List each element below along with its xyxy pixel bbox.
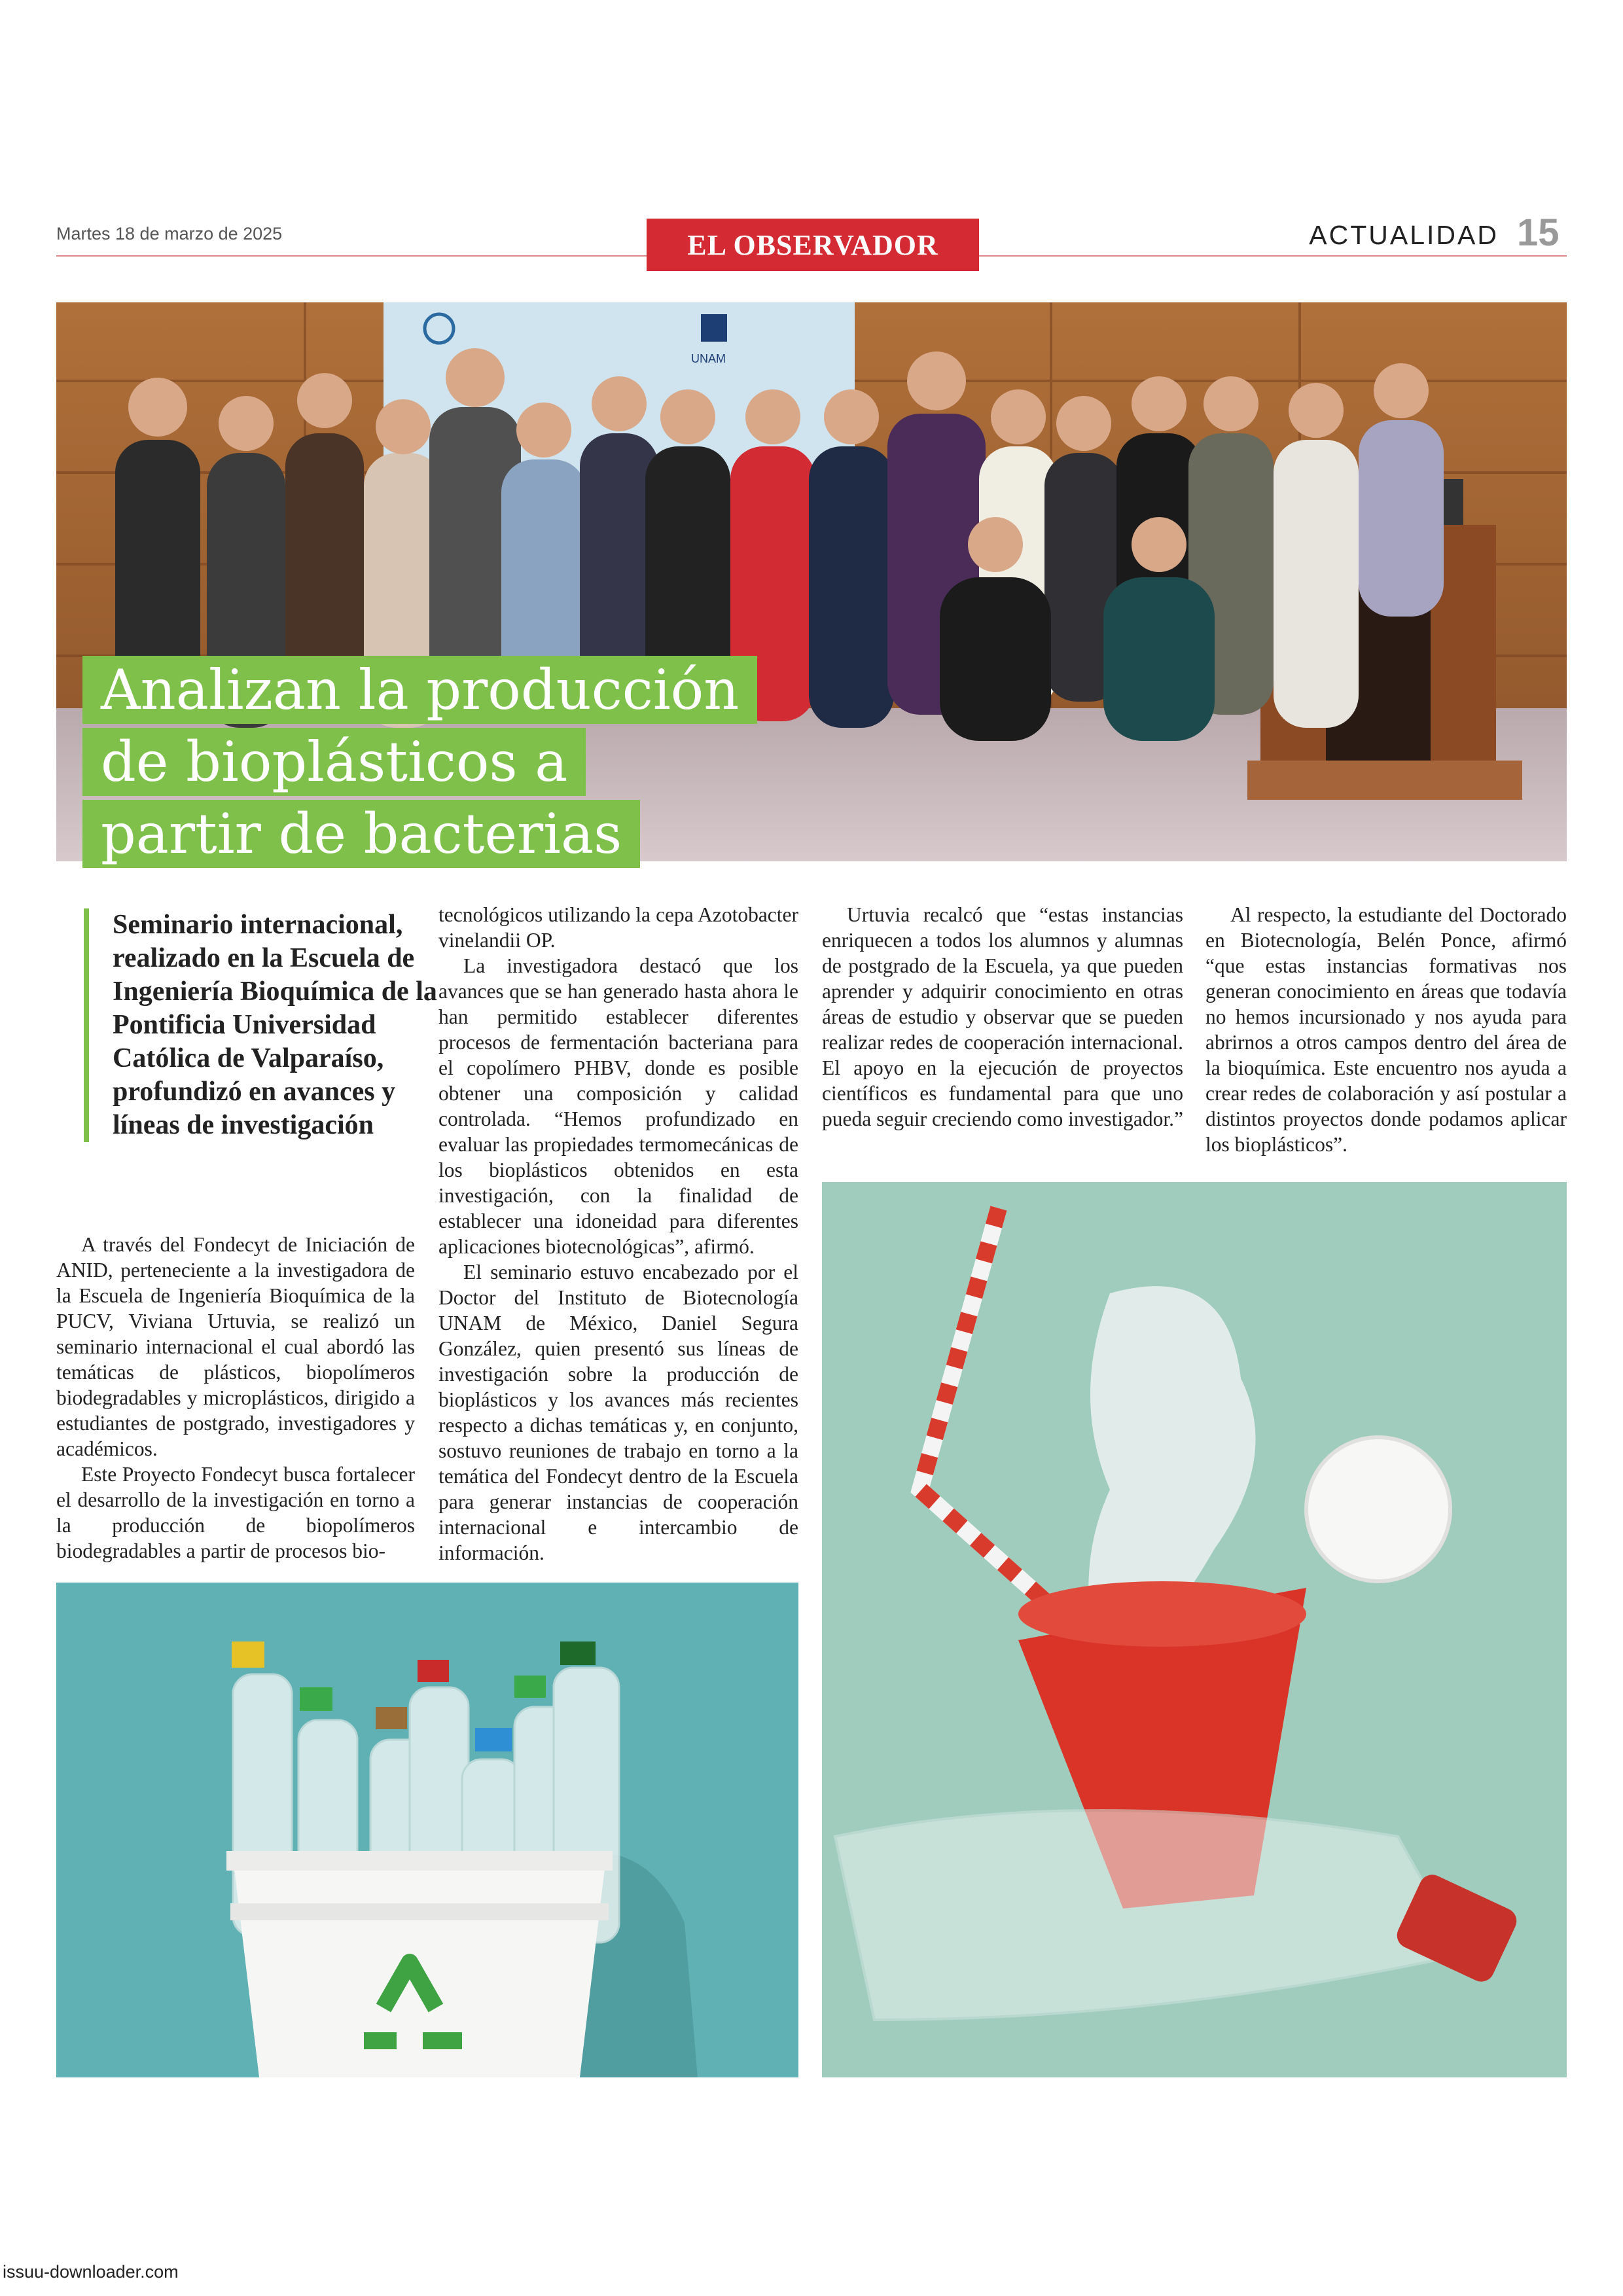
column-4-paragraph-1: Al respecto, la estudiante del Doctorado en Biotecnología, Belén Ponce, afirmó “que estas instancias formativas nos generan conocimiento en áreas que todavía no hemos incursionado y nos ayuda para abrirnos a otros campos dentro del área de la bioquímica. Este encuentro nos ayuda a crear redes de colaboración y así postular a distintos proyectos donde podamos aplicar los bioplásticos”. [1205, 903, 1567, 1156]
section-label: ACTUALIDAD [1309, 220, 1499, 250]
unam-logo-text: UNAM [691, 352, 726, 365]
column-1-paragraph-2: Este Proyecto Fondecyt busca fortalecer el desarrollo de la investigación en torno a la producción de biopolímeros biodegradables a partir de procesos bio- [56, 1463, 415, 1562]
article-column-4 [1205, 902, 1567, 1157]
column-3-paragraph-1: Urtuvia recalcó que “estas instancias enriquecen a todos los alumnos y alumnas de postgrado de la Escuela, ya que pueden aprender y adquirir conocimiento en otras áreas de estudio y observar que se pueden realizar redes de cooperación internacional. El apoyo en la ejecución de proyectos científicos es fundamental para que uno pueda seguir creciendo como investigador.” [822, 903, 1183, 1130]
column-2-paragraph-2: La investigadora destacó que los avances que se han generado hasta ahora le han permitido establecer diferentes procesos de fermentación bacteriana para el copolímero PHBV, donde es posible obtener una composición y calidad controlada. “Hemos profundizado en evaluar las propiedades termomecánicas de los bioplásticos obtenidos en esta investigación, con la finalidad de establecer una idoneidad para diferentes aplicaciones biotecnológicas”, afirmó. [438, 954, 798, 1258]
article-column-1 [56, 1232, 415, 1564]
page-number: 15 [1517, 211, 1560, 254]
article-column-3 [822, 902, 1183, 1132]
headline-line-1: Analizan la producción [82, 656, 757, 724]
column-2-paragraph-3: El seminario estuvo encabezado por el Doctor del Instituto de Biotecnología UNAM de México, Daniel Segura González, quien presentó sus líneas de investigación sobre la producción de bioplásticos y los avances más recientes respecto a dichas temáticas y, en conjunto, sostuvo reuniones de trabajo en torno a la temática del Fondecyt dentro de la Escuela para generar instancias de cooperación internacional e intercambio de información. [438, 1261, 798, 1564]
column-2-paragraph-1: tecnológicos utilizando la cepa Azotobacter vinelandii OP. [438, 903, 798, 952]
footer-source: issuu-downloader.com [3, 2262, 179, 2282]
headline-line-3: partir de bacterias [82, 800, 640, 868]
article-column-2 [438, 902, 798, 1566]
plastic-waste-photo [822, 1182, 1567, 2077]
recycling-bottles-photo [56, 1583, 798, 2077]
masthead: EL OBSERVADOR [647, 219, 979, 271]
headline-line-2: de bioplásticos a [82, 728, 586, 796]
column-1-paragraph-1: A través del Fondecyt de Iniciación de ANID, perteneciente a la investigadora de la Escuela de Ingeniería Bioquímica de la PUCV, Viviana Urtuvia, se realizó un seminario internacional el cual abordó las temáticas de plásticos, biopolímeros biodegradables y microplásticos, dirigido a estudiantes de postgrado, investigadores y académicos. [56, 1233, 415, 1460]
issue-date: Martes 18 de marzo de 2025 [56, 224, 283, 243]
article-dek: Seminario internacional, realizado en la Escuela de Ingeniería Bioquímica de la Pontificia Universidad Católica de Valparaíso, profundizó en avances y líneas de investigación [84, 908, 453, 1142]
